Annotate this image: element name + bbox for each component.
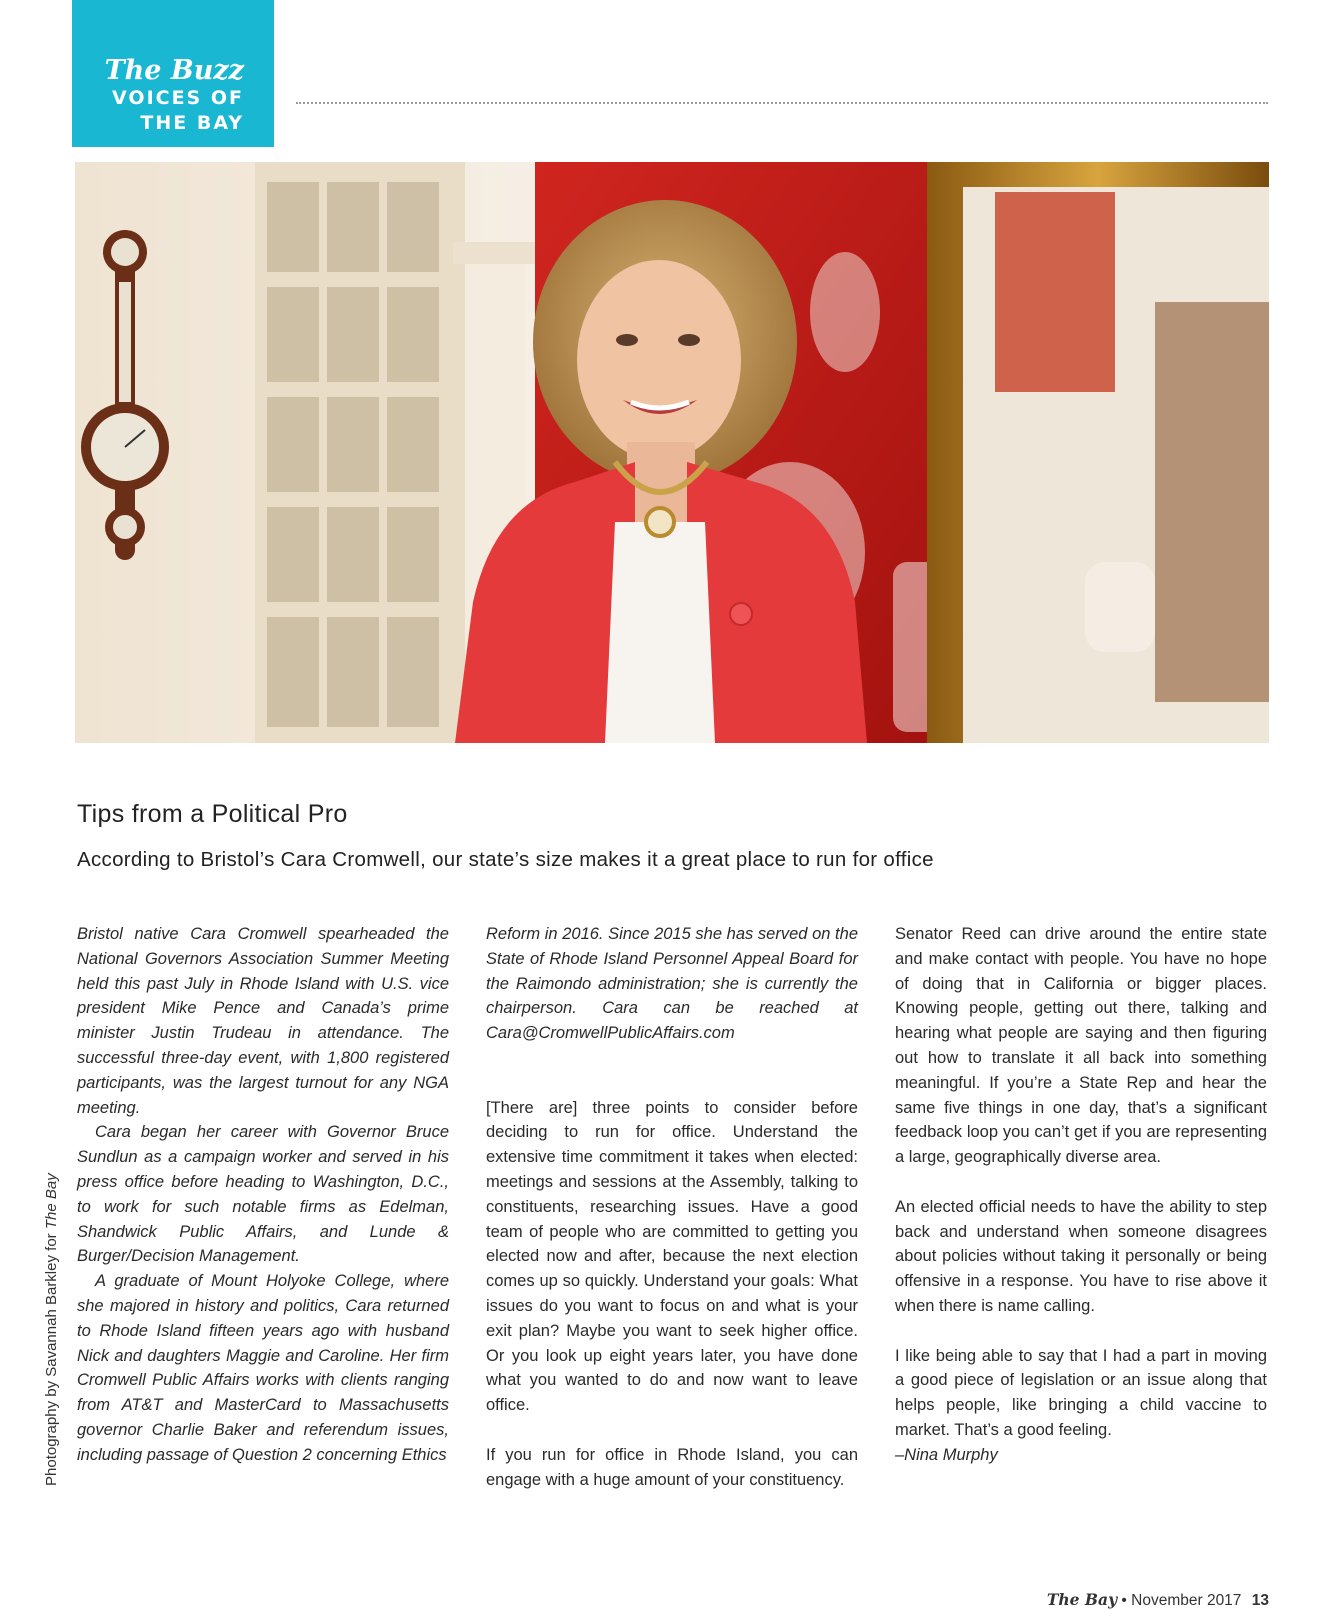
section-tab <box>72 0 274 147</box>
hero-photo <box>75 162 1269 743</box>
bio-paragraph-1: Bristol native Cara Cromwell spearheaded the National Governors Association Summer Meeting held this past July in Rhode Island with U.S. vice president Mike Pence and Canada’s prime minister Justin Trudeau in attendance. The successful three-day event, with 1,800 registered participants, was the largest turnout for any NGA meeting. <box>77 925 449 1117</box>
article-column-2 <box>486 922 858 1492</box>
quote-paragraph-4: I like being able to say that I had a part in moving a good piece of legislation or an issue along that helps people, like bringing a child vaccine to market. That’s a good feeling. <box>895 1346 1267 1439</box>
section-subtitle-line2: THE BAY <box>140 112 244 134</box>
footer-magazine: The Bay <box>1046 1590 1118 1609</box>
portrait-illustration <box>75 162 1269 743</box>
header-dotted-rule <box>296 102 1268 104</box>
page-number: 13 <box>1251 1592 1269 1609</box>
photo-credit-publication: The Bay <box>43 1173 60 1230</box>
article-column-3 <box>895 922 1267 1468</box>
section-title: The Buzz <box>104 55 244 86</box>
article-title: Tips from a Political Pro <box>77 800 348 828</box>
article-column-1 <box>77 922 449 1468</box>
page-footer <box>1047 1590 1269 1610</box>
quote-paragraph-2: If you run for office in Rhode Island, you can engage with a huge amount of your constituency. <box>486 1445 858 1489</box>
footer-date: November 2017 <box>1131 1592 1242 1609</box>
byline: –Nina Murphy <box>895 1445 998 1464</box>
quote-paragraph-2-continued: Senator Reed can drive around the entire state and make contact with people. You have no hope of doing that in California or bigger places. Knowing people, getting out there, talking and hearing what people are saying and then figuring out how to translate it all back into something meaningful. If you’re a State Rep and hear the same five things in one day, that’s a significant feedback loop you can’t get if you are representing a large, geographically diverse area. <box>895 925 1267 1167</box>
bio-paragraph-3-continued: Reform in 2016. Since 2015 she has served on the State of Rhode Island Personnel Appeal Board for the Raimondo administration; she is currently the chairperson. Cara can be reached at Cara@CromwellPublicAffairs.com <box>486 925 858 1043</box>
photo-credit <box>43 1086 60 1486</box>
quote-paragraph-3: An elected official needs to have the ability to step back and understand when someone disagrees about policies without taking it personally or being offensive in a response. You have to rise above it when there is name calling. <box>895 1197 1267 1315</box>
section-subtitle-line1: VOICES OF <box>112 87 244 109</box>
footer-separator: • <box>1121 1592 1127 1609</box>
bio-paragraph-3: A graduate of Mount Holyoke College, where she majored in history and politics, Cara returned to Rhode Island fifteen years ago with husband Nick and daughters Maggie and Caroline. Her firm Cromwell Public Affairs works with clients ranging from AT&T and MasterCard to Massachusetts governor Charlie Baker and referendum issues, including passage of Question 2 concerning Ethics <box>77 1272 449 1464</box>
bio-paragraph-2: Cara began her career with Governor Bruce Sundlun as a campaign worker and served in his press office before heading to Washington, D.C., to work for such notable firms as Edelman, Shandwick Public Affairs, and Lunde & Burger/Decision Management. <box>77 1123 449 1266</box>
quote-paragraph-1: [There are] three points to consider before deciding to run for office. Understand the extensive time commitment it takes when elected: meetings and sessions at the Assembly, talking to constituents, researching issues. Have a good team of people who are committed to getting you elected now and after, because the next election comes up so quickly. Understand your goals: What issues do you want to focus on and what is your exit plan? Maybe you want to seek higher office. Or you look up eight years later, you have done what you wanted to do and now want to leave office. <box>486 1098 858 1415</box>
article-dek: According to Bristol’s Cara Cromwell, our state’s size makes it a great place to run for office <box>77 848 934 871</box>
photo-credit-prefix: Photography by Savannah Barkley for <box>43 1229 60 1486</box>
